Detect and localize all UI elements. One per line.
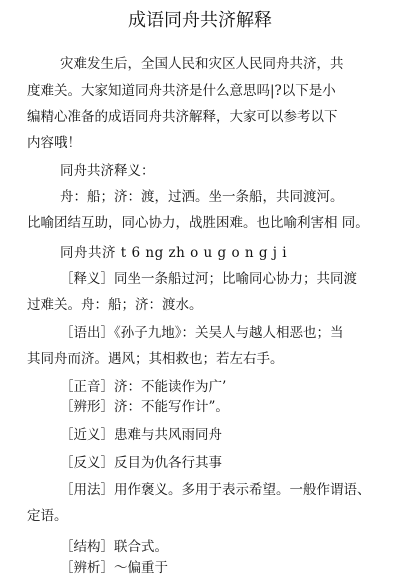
usage-line-2: 定语。 (27, 508, 68, 524)
form-line: ［辨形］济：不能写作计”。 (60, 399, 229, 415)
meaning-line-2: 比喻团结互助，同心协力，战胜困难。也比喻利害相 同。 (27, 215, 369, 231)
source-line-1: ［语出］《孙子九地》：关吴人与越人相恶也；当 (60, 325, 344, 341)
antonym-line: ［反义］反目为仇各行其事 (60, 455, 222, 471)
pronunciation-line: ［正音］济：不能读作为广’ (60, 379, 227, 395)
analysis-line: ［辨析］～偏重于 (60, 560, 168, 576)
intro-line-4: 内容哦！ (27, 135, 81, 151)
meaning-heading: 同舟共济释义： (60, 163, 155, 179)
explanation-line-1: ［释义］同坐一条船过河；比喻同心协力；共同渡 (60, 271, 357, 287)
usage-line-1: ［用法］用作褒义。多用于表示希望。一般作谓语、 (60, 482, 371, 498)
intro-line-2: 度难关。大家知道同舟共济是什么意思吗|?以下是小 (27, 83, 336, 99)
document-title: 成语同舟共济解释 (128, 10, 272, 31)
intro-line-3: 编精心准备的成语同舟共济解释，大家可以参考以下 (27, 109, 338, 125)
explanation-line-2: 过难关。舟：船；济：渡水。 (27, 297, 203, 313)
source-line-2: 其同舟而济。遇风；其相救也；若左右手。 (27, 351, 284, 367)
pinyin-line: 同舟共济 t 6 ng zh o u g o n g j i (60, 245, 288, 261)
structure-line: ［结构］联合式。 (60, 539, 168, 555)
intro-line-1: 灾难发生后，全国人民和灾区人民同舟共济，共 (60, 56, 344, 72)
synonym-line: ［近义］患难与共风雨同舟 (60, 427, 222, 443)
meaning-line-1: 舟：船；济：渡，过洒。坐一条船，共同渡河。 (60, 189, 344, 205)
